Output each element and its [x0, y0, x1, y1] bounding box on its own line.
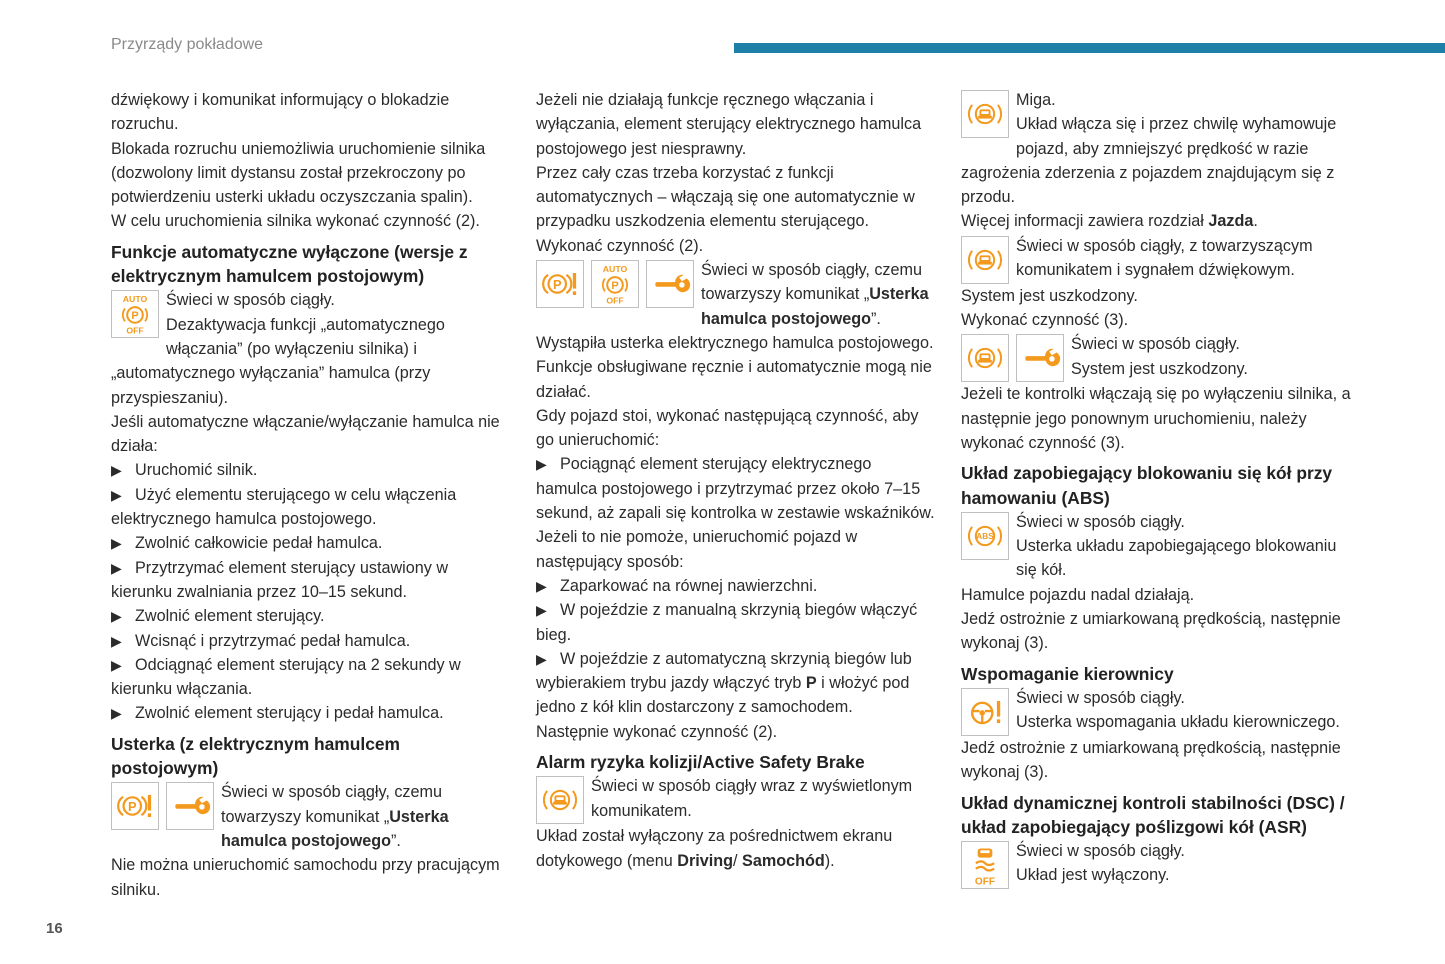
dsc-off-icon — [961, 841, 1009, 889]
bullet-arrow-icon: ▶ — [536, 650, 547, 667]
column-1 — [111, 88, 511, 902]
header-accent-bar — [734, 43, 1445, 53]
section-heading: Alarm ryzyka kolizji/Active Safety Brake — [536, 752, 865, 773]
warning-block — [536, 774, 936, 823]
bullet-arrow-icon: ▶ — [111, 632, 122, 649]
wrench-icon — [166, 782, 214, 830]
list-item: ▶ Zwolnić element sterujący i pedał hamulca. — [111, 701, 511, 725]
paragraph: Blokada rozruchu uniemożliwia uruchomienie silnika (dozwolony limit dystansu został przekroczony po potwierdzeniu usterki układu oczyszczania spalin). — [111, 139, 486, 207]
section-heading: Funkcje automatyczne wyłączone (wersje z elektrycznym hamulcem postojowym) — [111, 241, 468, 287]
list-item: ▶ W pojeździe z manualną skrzynią biegów włączyć bieg. — [536, 598, 936, 647]
column-2 — [536, 88, 936, 873]
wrench-icon — [646, 260, 694, 308]
warning-block — [536, 258, 936, 331]
paragraph: Następnie wykonać czynność (2). — [536, 722, 778, 741]
warning-text: Usterka układu zapobiegającego blokowaniu się kół. — [1016, 537, 1337, 580]
bullet-arrow-icon: ▶ — [111, 656, 122, 673]
warning-text: Miga. — [1016, 91, 1056, 109]
warning-text: System jest uszkodzony. — [1071, 359, 1248, 378]
paragraph: Układ został wyłączony za pośrednictwem ekranu dotykowego (menu Driving/ Samochód). — [536, 827, 893, 870]
bullet-arrow-icon: ▶ — [111, 535, 122, 552]
section-heading: Układ zapobiegający blokowaniu się kół przy hamowaniu (ABS) — [961, 463, 1333, 508]
bullet-arrow-icon: ▶ — [111, 608, 122, 625]
paragraph: Hamulce pojazdu nadal działają. — [961, 585, 1195, 604]
warning-text: Świeci w sposób ciągły. — [1016, 842, 1185, 861]
list-item: ▶ W pojeździe z automatyczną skrzynią biegów lub wybierakiem trybu jazdy włączyć tryb P i włożyć pod jedno z kół klin dostarczony z samochodem. — [536, 647, 936, 720]
warning-text: Świeci w sposób ciągły, czemu towarzyszy komunikat „Usterka hamulca postojowego”. — [701, 261, 929, 328]
warning-block — [111, 780, 511, 853]
list-item: ▶ Odciągnąć element sterujący na 2 sekundy w kierunku włączania. — [111, 653, 511, 702]
paragraph: Gdy pojazd stoi, wykonać następującą czynność, aby go unieruchomić: — [536, 406, 919, 450]
auto-off-parking-icon — [591, 260, 639, 308]
warning-block — [961, 88, 1351, 209]
warning-block — [961, 686, 1351, 735]
warning-text: Świeci w sposób ciągły. — [1071, 335, 1240, 354]
wrench-icon — [1016, 334, 1064, 382]
section-heading: Usterka (z elektrycznym hamulcem postojowym) — [111, 733, 401, 779]
warning-block — [961, 332, 1351, 381]
paragraph: Jedź ostrożnie z umiarkowaną prędkością, następnie wykonaj (3). — [961, 738, 1341, 782]
list-item: ▶ Zwolnić element sterujący. — [111, 604, 511, 628]
warning-text: Dezaktywacja funkcji „automatycznego włączania” (po wyłączeniu silnika) i „automatycznego wyłączania” hamulca (przy przyspieszaniu). — [111, 315, 445, 407]
running-header: Przyrządy pokładowe — [111, 36, 264, 53]
warning-block — [961, 510, 1351, 583]
warning-text: Świeci w sposób ciągły, czemu towarzyszy komunikat „Usterka hamulca postojowego”. — [221, 783, 449, 850]
paragraph: Jedź ostrożnie z umiarkowaną prędkością, następnie wykonaj (3). — [961, 610, 1341, 653]
abs-icon — [961, 512, 1009, 560]
paragraph: Jeżeli to nie pomoże, unieruchomić pojazd w następujący sposób: — [536, 528, 858, 571]
column-3 — [961, 88, 1351, 889]
auto-off-parking-icon — [111, 290, 159, 338]
paragraph: Wykonać czynność (2). — [536, 236, 704, 255]
bullet-arrow-icon: ▶ — [536, 456, 547, 473]
page-number: 16 — [46, 920, 63, 937]
paragraph: Jeśli automatyczne włączanie/wyłączanie hamulca nie działa: — [111, 412, 500, 456]
list-item: ▶ Pociągnąć element sterujący elektrycznego hamulca postojowego i przytrzymać przez około 7–15 sekund, aż zapali się kontrolka w zestawie wskaźników. — [536, 452, 936, 525]
paragraph: Jeżeli te kontrolki włączają się po wyłączeniu silnika, a następnie jego ponownym uruchomieniu, należy wykonać czynność (3). — [961, 385, 1351, 452]
section-heading: Układ dynamicznej kontroli stabilności (DSC) / układ zapobiegający poślizgowi kół (ASR) — [961, 792, 1345, 837]
warning-text: Usterka wspomagania układu kierowniczego. — [1016, 713, 1340, 732]
paragraph: Przez cały czas trzeba korzystać z funkcji automatycznych – włączają się one automatycznie w przypadku uszkodzenia elementu sterującego. — [536, 163, 915, 231]
list-item: ▶ Zaparkować na równej nawierzchni. — [536, 574, 936, 598]
power-steering-fault-icon — [961, 688, 1009, 736]
paragraph: dźwiękowy i komunikat informujący o blokadzie rozruchu. — [111, 91, 450, 134]
warning-block — [961, 839, 1351, 888]
warning-text: Świeci w sposób ciągły. — [1016, 512, 1185, 531]
warning-text: Świeci w sposób ciągły wraz z wyświetlonym komunikatem. — [591, 777, 913, 820]
paragraph: Funkcje obsługiwane ręcznie i automatycznie mogą nie działać. — [536, 358, 932, 401]
section-heading: Wspomaganie kierownicy — [961, 663, 1174, 684]
parking-brake-fault-icon — [111, 782, 159, 830]
collision-alert-icon — [961, 334, 1009, 382]
paragraph: System jest uszkodzony. — [961, 286, 1138, 305]
warning-text: Świeci w sposób ciągły, z towarzyszącym komunikatem i sygnałem dźwiękowym. — [1016, 236, 1313, 280]
bullet-arrow-icon: ▶ — [111, 559, 122, 576]
list-item: ▶ Uruchomić silnik. — [111, 458, 511, 482]
paragraph: Jeżeli nie działają funkcje ręcznego włączania i wyłączania, element sterujący elektrycznego hamulca postojowego jest niesprawny. — [536, 91, 922, 158]
list-item: ▶ Użyć elementu sterującego w celu włączenia elektrycznego hamulca postojowego. — [111, 483, 511, 532]
warning-block — [111, 288, 511, 409]
collision-alert-icon — [961, 90, 1009, 138]
bullet-arrow-icon: ▶ — [111, 705, 122, 722]
warning-block — [961, 234, 1351, 283]
paragraph: Wykonać czynność (3). — [961, 311, 1129, 330]
paragraph: W celu uruchomienia silnika wykonać czynność (2). — [111, 212, 480, 231]
bullet-arrow-icon: ▶ — [111, 462, 122, 479]
bullet-arrow-icon: ▶ — [536, 602, 547, 619]
warning-text: Układ jest wyłączony. — [1016, 866, 1170, 885]
warning-text: Świeci w sposób ciągły. — [166, 291, 335, 310]
paragraph: Wystąpiła usterka elektrycznego hamulca postojowego. — [536, 333, 934, 352]
paragraph: Więcej informacji zawiera rozdział Jazda. — [961, 212, 1258, 231]
list-item: ▶ Wcisnąć i przytrzymać pedał hamulca. — [111, 629, 511, 653]
paragraph: Nie można unieruchomić samochodu przy pracującym silniku. — [111, 856, 500, 899]
parking-brake-fault-icon — [536, 260, 584, 308]
bullet-arrow-icon: ▶ — [536, 577, 547, 594]
list-item: ▶ Zwolnić całkowicie pedał hamulca. — [111, 531, 511, 555]
bullet-arrow-icon: ▶ — [111, 486, 122, 503]
warning-text: Świeci w sposób ciągły. — [1016, 688, 1185, 707]
collision-alert-icon — [536, 776, 584, 824]
collision-alert-icon — [961, 236, 1009, 284]
warning-text: Układ włącza się i przez chwilę wyhamowuje pojazd, aby zmniejszyć prędkość w razie zagrożenia zderzenia z pojazdem znajdującym się z przodu. — [961, 115, 1337, 207]
list-item: ▶ Przytrzymać element sterujący ustawiony w kierunku zwalniania przez 10–15 sekund. — [111, 556, 511, 605]
